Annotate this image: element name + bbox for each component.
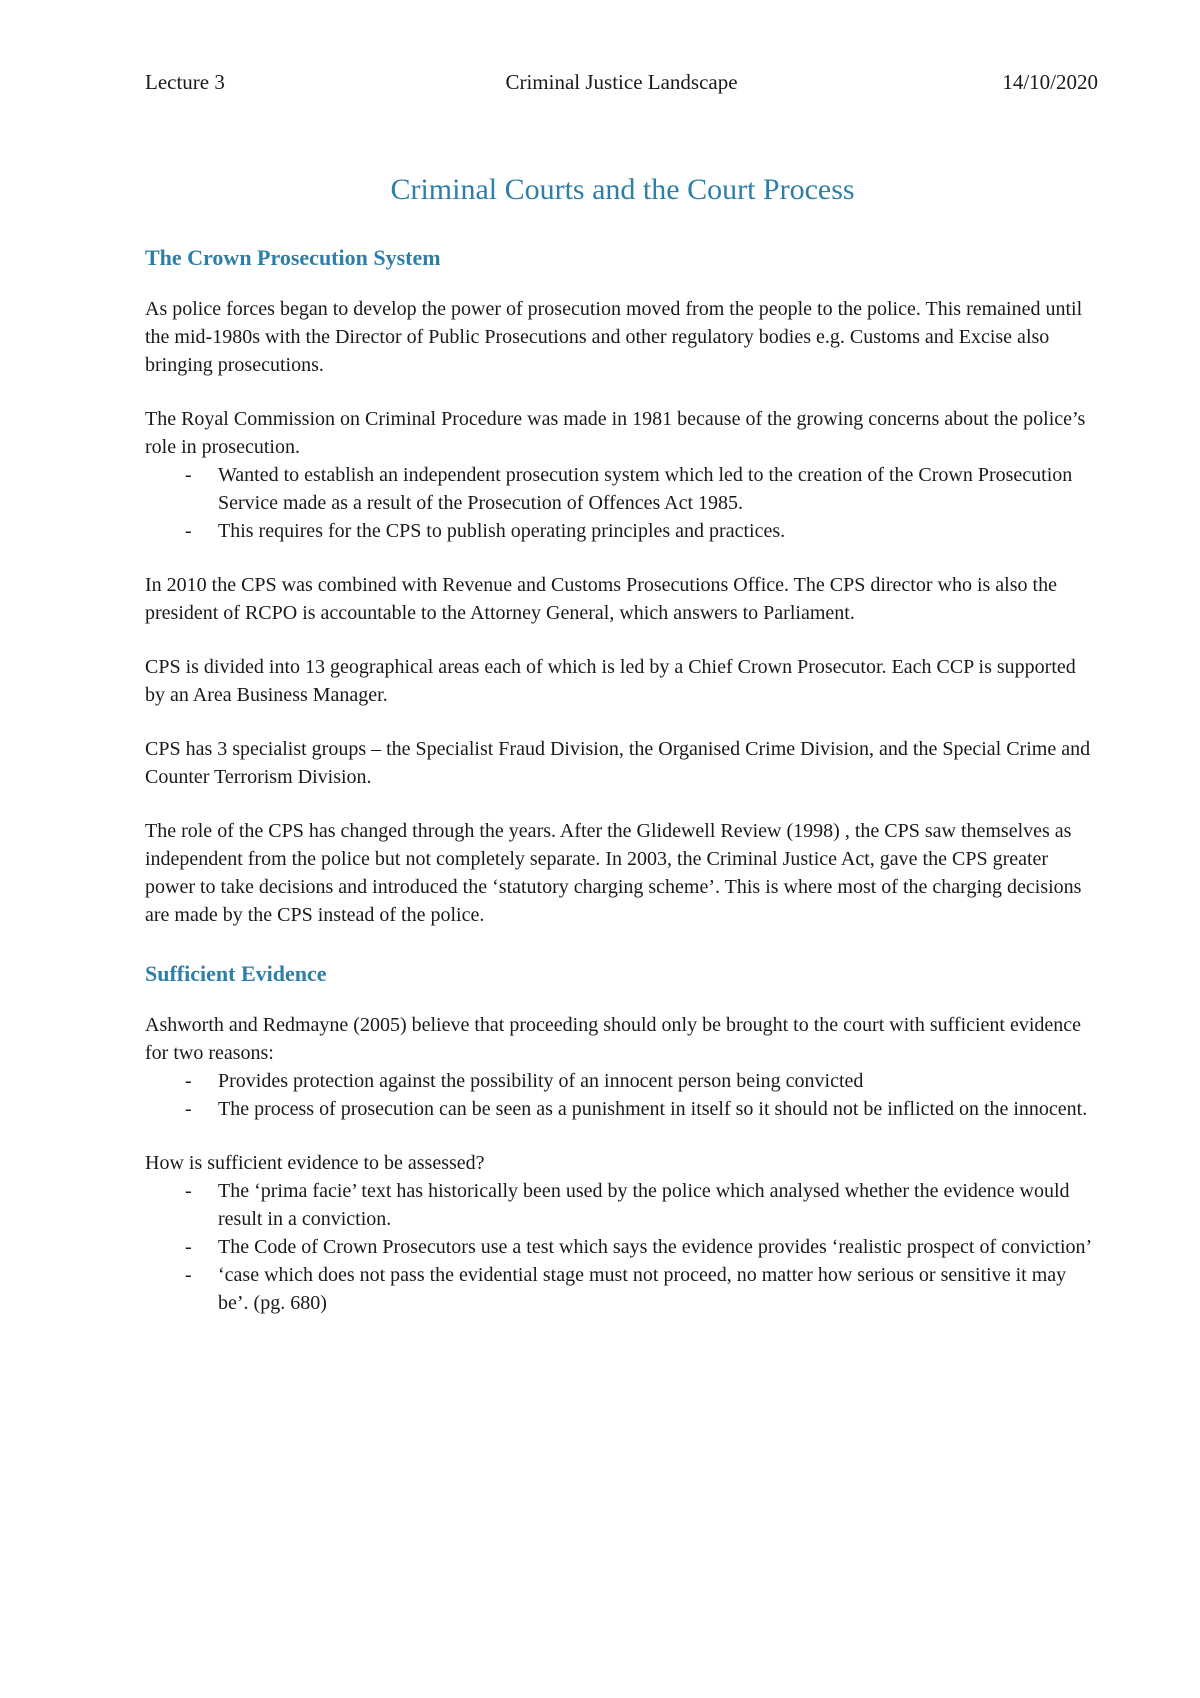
paragraph: The Royal Commission on Criminal Procedure was made in 1981 because of the growing concerns about the police’s role in prosecution. — [145, 408, 1086, 458]
header-topic: Criminal Justice Landscape — [505, 70, 738, 94]
section-heading-sufficient-evidence: Sufficient Evidence — [145, 961, 327, 986]
list-item-text: ‘case which does not pass the evidential stage must not proceed, no matter how serious or sensitive it may be’. (pg. 680) — [218, 1264, 1067, 1314]
list-item — [145, 1177, 1100, 1233]
paragraph: In 2010 the CPS was combined with Revenue and Customs Prosecutions Office. The CPS director who is also the president of RCPO is accountable to the Attorney General, which answers to Parliament. — [145, 574, 1057, 624]
bullet-list — [145, 461, 1100, 545]
list-item-text: The Code of Crown Prosecutors use a test which says the evidence provides ‘realistic prospect of conviction’ — [218, 1236, 1093, 1258]
list-item-text: Provides protection against the possibility of an innocent person being convicted — [218, 1070, 864, 1092]
list-item — [145, 1095, 1100, 1123]
list-item — [145, 1261, 1100, 1317]
bullet-dash: - — [185, 1264, 192, 1286]
section-heading-crown-prosecution: The Crown Prosecution System — [145, 245, 441, 270]
bullet-list — [145, 1177, 1100, 1317]
bullet-dash: - — [185, 464, 192, 486]
bullet-dash: - — [185, 1098, 192, 1120]
bullet-list — [145, 1067, 1100, 1123]
paragraph: The role of the CPS has changed through the years. After the Glidewell Review (1998) , the CPS saw themselves as independent from the police but not completely separate. In 2003, the Criminal Justice Act, gave the CPS greater power to take decisions and introduced the ‘statutory charging scheme’. This is where most of the charging decisions are made by the CPS instead of the police. — [145, 820, 1082, 926]
list-item — [145, 517, 1100, 545]
bullet-dash: - — [185, 1236, 192, 1258]
list-item-text: Wanted to establish an independent prosecution system which led to the creation of the Crown Prosecution Service made as a result of the Prosecution of Offences Act 1985. — [218, 464, 1073, 514]
paragraph: As police forces began to develop the power of prosecution moved from the people to the police. This remained until the mid-1980s with the Director of Public Prosecutions and other regulatory bodies e.g. Customs and Excise also bringing prosecutions. — [145, 298, 1083, 376]
list-item — [145, 1067, 1100, 1095]
paragraph: How is sufficient evidence to be assessed? — [145, 1152, 485, 1174]
list-item-text: The process of prosecution can be seen as a punishment in itself so it should not be inflicted on the innocent. — [218, 1098, 1088, 1120]
paragraph: CPS is divided into 13 geographical areas each of which is led by a Chief Crown Prosecutor. Each CCP is supported by an Area Business Manager. — [145, 656, 1076, 706]
list-item-text: This requires for the CPS to publish operating principles and practices. — [218, 520, 786, 542]
document-body — [145, 170, 1100, 1343]
list-item-text: The ‘prima facie’ text has historically been used by the police which analysed whether the evidence would result in a conviction. — [218, 1180, 1070, 1230]
bullet-dash: - — [185, 1180, 192, 1202]
paragraph: Ashworth and Redmayne (2005) believe that proceeding should only be brought to the court with sufficient evidence for two reasons: — [145, 1014, 1082, 1064]
page-header — [145, 70, 1098, 100]
list-item — [145, 1233, 1100, 1261]
header-date: 14/10/2020 — [1002, 70, 1098, 94]
bullet-dash: - — [185, 1070, 192, 1092]
document-title: Criminal Courts and the Court Process — [390, 173, 855, 206]
paragraph: CPS has 3 specialist groups – the Specialist Fraud Division, the Organised Crime Division, and the Special Crime and Counter Terrorism Division. — [145, 738, 1091, 788]
list-item — [145, 461, 1100, 517]
header-lecture: Lecture 3 — [145, 70, 225, 94]
bullet-dash: - — [185, 520, 192, 542]
